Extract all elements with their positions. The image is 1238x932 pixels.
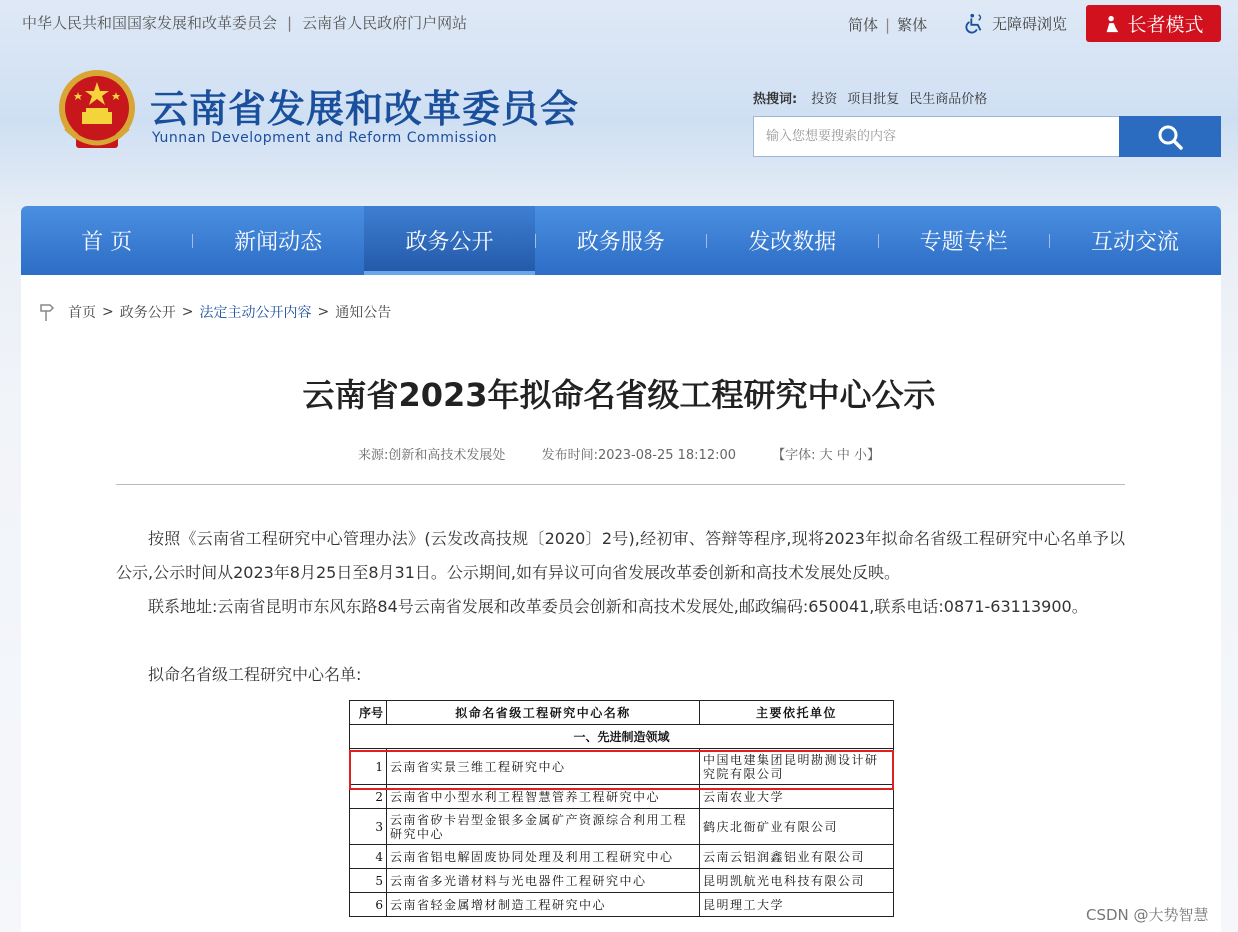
row-unit: 云南农业大学 — [700, 785, 894, 809]
row-unit: 鹤庆北衙矿业有限公司 — [700, 809, 894, 845]
main-nav — [21, 206, 1221, 275]
table-row — [350, 845, 894, 869]
centers-table — [349, 700, 894, 917]
nav-divider — [706, 234, 707, 248]
breadcrumb-separator: > — [181, 304, 194, 320]
nav-divider — [192, 234, 193, 248]
article-title: 云南省2023年拟命名省级工程研究中心公示 — [302, 376, 936, 414]
breadcrumb-separator: > — [317, 304, 330, 320]
elder-mode-label: 长者模式 — [1127, 14, 1204, 36]
breadcrumb-legal-disclosure[interactable]: 法定主动公开内容 — [199, 305, 312, 321]
row-no: 4 — [350, 845, 387, 869]
site-title: 云南省发展和改革委员会 — [150, 86, 580, 131]
table-row — [350, 809, 894, 845]
elder-icon — [1103, 15, 1121, 33]
row-unit: 昆明理工大学 — [700, 893, 894, 917]
breadcrumb-separator: > — [102, 304, 114, 320]
row-unit: 中国电建集团昆明勘测设计研究院有限公司 — [700, 749, 894, 785]
search-input[interactable]: 输入您想要搜索的内容 — [753, 116, 1120, 157]
hot-label: 热搜词: — [753, 92, 798, 107]
table-row — [350, 893, 894, 917]
hot-search — [753, 88, 997, 107]
separator: | — [885, 16, 891, 34]
language-switch — [848, 14, 927, 35]
row-name: 云南省轻金属增材制造工程研究中心 — [387, 893, 700, 917]
hot-term[interactable]: 民生商品价格 — [909, 92, 988, 107]
link-ndrc[interactable]: 中华人民共和国国家发展和改革委员会 — [22, 14, 278, 32]
site-subtitle: Yunnan Development and Reform Commission — [152, 130, 498, 146]
location-pin-icon — [38, 302, 56, 322]
top-links — [22, 12, 477, 33]
table-header: 主要依托单位 — [700, 701, 894, 725]
search-button[interactable] — [1119, 116, 1221, 157]
table-header-row — [350, 701, 894, 725]
breadcrumb-gov-affairs[interactable]: 政务公开 — [119, 305, 176, 321]
article-paragraph: 联系地址:云南省昆明市东风东路84号云南省发展和改革委员会创新和高技术发展处,邮政编码:650041,联系电话:0871-63113900。 — [148, 597, 1088, 616]
nav-interaction[interactable]: 互动交流 — [1091, 230, 1180, 255]
search-icon — [1157, 124, 1183, 150]
highlight-box — [349, 750, 894, 790]
divider — [116, 484, 1125, 485]
article-meta — [0, 444, 1238, 463]
table-header: 拟命名省级工程研究中心名称 — [387, 701, 700, 725]
row-name: 云南省多光谱材料与光电器件工程研究中心 — [387, 869, 700, 893]
row-name: 云南省矽卡岩型金银多金属矿产资源综合利用工程研究中心 — [387, 809, 700, 845]
table-row — [350, 869, 894, 893]
row-name: 云南省铝电解固废协同处理及利用工程研究中心 — [387, 845, 700, 869]
row-unit: 昆明凯航光电科技有限公司 — [700, 869, 894, 893]
elder-mode-button[interactable] — [1086, 5, 1221, 42]
article-date: 发布时间:2023-08-25 18:12:00 — [541, 448, 737, 463]
wheelchair-icon — [964, 12, 986, 34]
separator: | — [287, 14, 293, 32]
row-no: 1 — [350, 749, 387, 785]
breadcrumb-home[interactable]: 首页 — [68, 305, 96, 321]
nav-gov-affairs[interactable]: 政务公开 — [364, 206, 535, 275]
nav-topics[interactable]: 专题专栏 — [919, 230, 1008, 255]
row-name: 云南省中小型水利工程智慧管养工程研究中心 — [387, 785, 700, 809]
article-paragraph: 按照《云南省工程研究中心管理办法》(云发改高技规〔2020〕2号),经初审、答辩等程序,现将2023年拟命名省级工程研究中心名单予以公示,公示时间从2023年8月25日至8月31日。公示期间,如有异议可向省发展改革委创新和高技术发展处反映。 — [116, 529, 1125, 582]
link-yunnan-gov[interactable]: 云南省人民政府门户网站 — [302, 14, 468, 32]
hot-term[interactable]: 项目批复 — [847, 92, 900, 107]
lang-traditional[interactable]: 繁体 — [897, 16, 928, 34]
nav-home[interactable]: 首 页 — [81, 230, 133, 255]
row-no: 2 — [350, 785, 387, 809]
hot-term[interactable]: 投资 — [811, 92, 838, 107]
article-paragraph: 拟命名省级工程研究中心名单: — [148, 665, 362, 684]
accessibility-link[interactable] — [964, 12, 1067, 34]
font-size-switch[interactable]: 【字体: 大 中 小】 — [772, 448, 880, 463]
breadcrumb-notices[interactable]: 通知公告 — [335, 305, 392, 321]
article-source: 来源:创新和高技术发展处 — [358, 448, 506, 463]
row-name: 云南省实景三维工程研究中心 — [387, 749, 700, 785]
table-section-row — [350, 725, 894, 749]
row-no: 3 — [350, 809, 387, 845]
row-no: 5 — [350, 869, 387, 893]
nav-divider — [535, 234, 536, 248]
national-emblem-icon — [56, 68, 138, 154]
row-unit: 云南云铝润鑫铝业有限公司 — [700, 845, 894, 869]
lang-simplified[interactable]: 简体 — [848, 16, 879, 34]
breadcrumb — [38, 302, 391, 322]
top-bar — [0, 0, 1238, 46]
accessibility-label: 无障碍浏览 — [992, 14, 1068, 33]
row-no: 6 — [350, 893, 387, 917]
watermark: CSDN @大势智慧 — [1086, 906, 1209, 924]
nav-gov-service[interactable]: 政务服务 — [576, 230, 665, 255]
nav-divider — [878, 234, 879, 248]
table-header: 序号 — [350, 701, 387, 725]
nav-divider — [1049, 234, 1050, 248]
table-section: 一、先进制造领域 — [350, 725, 894, 749]
nav-news[interactable]: 新闻动态 — [234, 230, 323, 255]
nav-data[interactable]: 发改数据 — [748, 230, 837, 255]
